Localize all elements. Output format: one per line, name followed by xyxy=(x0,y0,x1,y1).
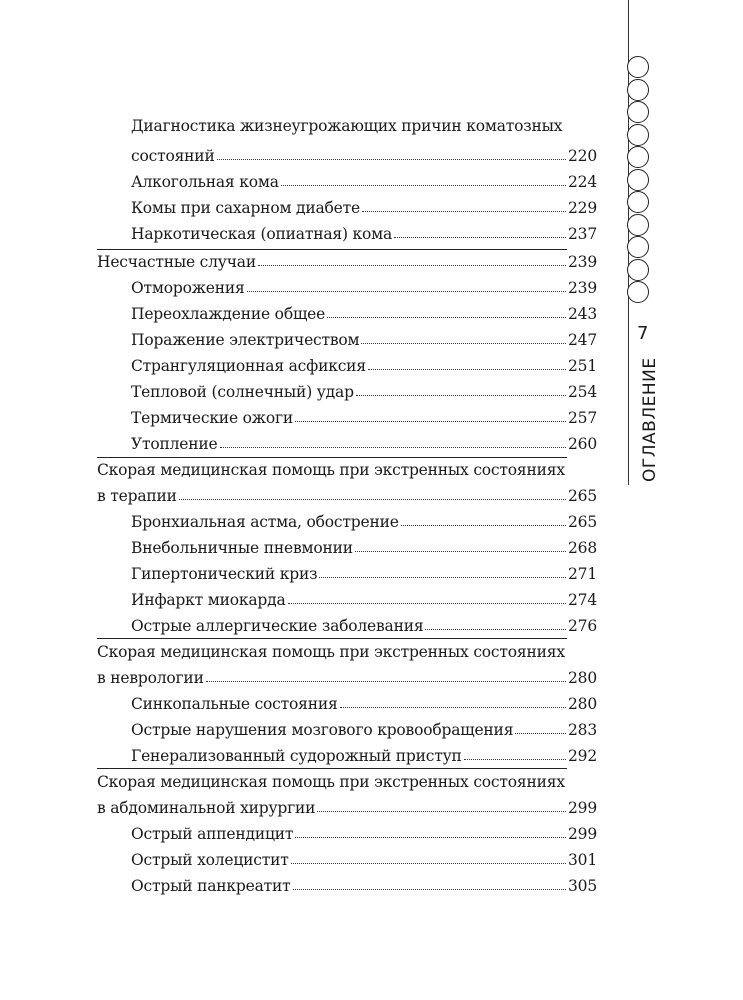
toc-entry[interactable] xyxy=(131,687,597,713)
toc-entry-page: 280 xyxy=(568,695,597,713)
leader-dots xyxy=(291,863,566,864)
toc-entry[interactable] xyxy=(131,427,597,453)
toc-entry-page: 265 xyxy=(568,513,597,531)
toc-entry-page: 224 xyxy=(568,173,597,191)
toc-entry-page: 247 xyxy=(568,331,597,349)
leader-dots xyxy=(394,237,566,238)
toc-entry[interactable] xyxy=(131,349,597,375)
toc-entry-page: 299 xyxy=(568,825,597,843)
leader-dots xyxy=(319,577,566,578)
circle-icon xyxy=(627,281,649,303)
toc-entry[interactable] xyxy=(131,165,597,191)
leader-dots xyxy=(355,551,566,552)
toc-section[interactable] xyxy=(97,245,597,271)
toc-entry-page: 276 xyxy=(568,617,597,635)
toc-entry-first-line: Диагностика жизнеугрожающих причин коматозных xyxy=(131,117,563,135)
toc-section-first-line: Скорая медицинская помощь при экстренных состояниях xyxy=(97,461,565,479)
circle-icon xyxy=(627,236,649,258)
leader-dots xyxy=(217,159,566,160)
toc-section-page: 299 xyxy=(568,799,597,817)
toc-entry-page: 301 xyxy=(568,851,597,869)
toc-section-title: в абдоминальной хирургии xyxy=(97,799,316,817)
toc-entry[interactable] xyxy=(131,817,597,843)
toc-section-first-line: Скорая медицинская помощь при экстренных состояниях xyxy=(97,773,565,791)
circle-icon xyxy=(627,79,649,101)
toc-section[interactable] xyxy=(97,661,597,687)
toc-entry-title: Острые аллергические заболевания xyxy=(131,617,424,635)
leader-dots xyxy=(293,889,567,890)
toc-entry-title: Наркотическая (опиатная) кома xyxy=(131,225,393,243)
toc-entry[interactable] xyxy=(131,869,597,895)
toc-entry-page: 239 xyxy=(568,279,597,297)
toc-section-title: Несчастные случаи xyxy=(97,253,256,271)
toc-entry-page: 229 xyxy=(568,199,597,217)
toc-entry-title: Поражение электричеством xyxy=(131,331,360,349)
toc-entry-title: Инфаркт миокарда xyxy=(131,591,286,609)
toc-entry-page: 305 xyxy=(568,877,597,895)
toc-entry-page: 271 xyxy=(568,565,597,583)
circle-icon xyxy=(627,124,649,146)
toc-section-page: 280 xyxy=(568,669,597,687)
toc-entry-title: Генерализованный судорожный приступ xyxy=(131,747,462,765)
toc-entry[interactable] xyxy=(131,739,597,765)
leader-dots xyxy=(281,185,566,186)
circle-icon xyxy=(627,169,649,191)
toc-entry-title: Алкогольная кома xyxy=(131,173,279,191)
toc-entry[interactable] xyxy=(131,505,597,531)
leader-dots xyxy=(464,759,566,760)
section-title: ОГЛАВЛЕНИЕ xyxy=(640,357,660,482)
toc-entry-page: 260 xyxy=(568,435,597,453)
toc-section-title: в неврологии xyxy=(97,669,204,687)
leader-dots xyxy=(206,681,566,682)
toc-entry-title: Комы при сахарном диабете xyxy=(131,199,360,217)
toc-section-first-line: Скорая медицинская помощь при экстренных состояниях xyxy=(97,643,565,661)
leader-dots xyxy=(515,733,566,734)
toc-entry[interactable] xyxy=(131,139,597,165)
toc-entry-title: Гипертонический криз xyxy=(131,565,318,583)
leader-dots xyxy=(327,317,566,318)
circle-icon xyxy=(627,259,649,281)
leader-dots xyxy=(179,499,566,500)
toc-entry[interactable] xyxy=(131,375,597,401)
toc-entry-page: 254 xyxy=(568,383,597,401)
toc-entry[interactable] xyxy=(131,271,597,297)
leader-dots xyxy=(401,525,566,526)
toc-entry-title: Острый аппендицит xyxy=(131,825,294,843)
toc-entry[interactable] xyxy=(131,583,597,609)
leader-dots xyxy=(362,211,566,212)
toc-entry-title: Острый холецистит xyxy=(131,851,289,869)
leader-dots xyxy=(356,395,566,396)
leader-dots xyxy=(317,811,566,812)
toc-section-page: 239 xyxy=(568,253,597,271)
toc-entry-title: Утопление xyxy=(131,435,218,453)
toc-entry-page: 251 xyxy=(568,357,597,375)
leader-dots xyxy=(368,369,566,370)
leader-dots xyxy=(247,291,566,292)
circle-icon xyxy=(627,191,649,213)
leader-dots xyxy=(361,343,566,344)
toc-entry-page: 237 xyxy=(568,225,597,243)
toc-entry[interactable] xyxy=(131,297,597,323)
toc-entry[interactable] xyxy=(131,401,597,427)
toc-entry-title: Внебольничные пневмонии xyxy=(131,539,353,557)
toc-entry-page: 220 xyxy=(568,147,597,165)
circle-icon xyxy=(627,56,649,78)
toc-entry-title: Острые нарушения мозгового кровообращения xyxy=(131,721,514,739)
toc-entry[interactable] xyxy=(131,557,597,583)
page-number: 7 xyxy=(637,323,649,344)
leader-dots xyxy=(295,837,566,838)
toc-entry-page: 268 xyxy=(568,539,597,557)
toc-entry[interactable] xyxy=(131,323,597,349)
toc-section-page: 265 xyxy=(568,487,597,505)
toc-entry-title: Переохлаждение общее xyxy=(131,305,326,323)
toc-entry-title: Синкопальные состояния xyxy=(131,695,338,713)
toc-entry-title: состояний xyxy=(131,147,215,165)
toc-entry-title: Термические ожоги xyxy=(131,409,294,427)
toc-entry-page: 274 xyxy=(568,591,597,609)
circle-icon xyxy=(627,101,649,123)
toc-entry-title: Бронхиальная астма, обострение xyxy=(131,513,399,531)
toc-entry-page: 243 xyxy=(568,305,597,323)
toc-entry[interactable] xyxy=(131,191,597,217)
toc-entry[interactable] xyxy=(131,843,597,869)
toc-entry-page: 292 xyxy=(568,747,597,765)
leader-dots xyxy=(220,447,567,448)
leader-dots xyxy=(340,707,566,708)
toc-entry[interactable] xyxy=(131,531,597,557)
toc-entry-page: 257 xyxy=(568,409,597,427)
circle-icon xyxy=(627,214,649,236)
leader-dots xyxy=(425,629,566,630)
leader-dots xyxy=(288,603,567,604)
toc-entry-page: 283 xyxy=(568,721,597,739)
toc-entry[interactable] xyxy=(131,217,597,243)
side-circles xyxy=(627,56,653,304)
toc-entry-title: Отморожения xyxy=(131,279,245,297)
toc-entry-title: Странгуляционная асфиксия xyxy=(131,357,366,375)
toc-section-title: в терапии xyxy=(97,487,177,505)
circle-icon xyxy=(627,146,649,168)
toc-section[interactable] xyxy=(97,791,597,817)
toc-entry-title: Острый панкреатит xyxy=(131,877,291,895)
toc-entry-title: Тепловой (солнечный) удар xyxy=(131,383,354,401)
toc-entry[interactable] xyxy=(131,713,597,739)
toc-entry[interactable] xyxy=(131,609,597,635)
leader-dots xyxy=(295,421,566,422)
leader-dots xyxy=(258,265,566,266)
toc-section[interactable] xyxy=(97,479,597,505)
